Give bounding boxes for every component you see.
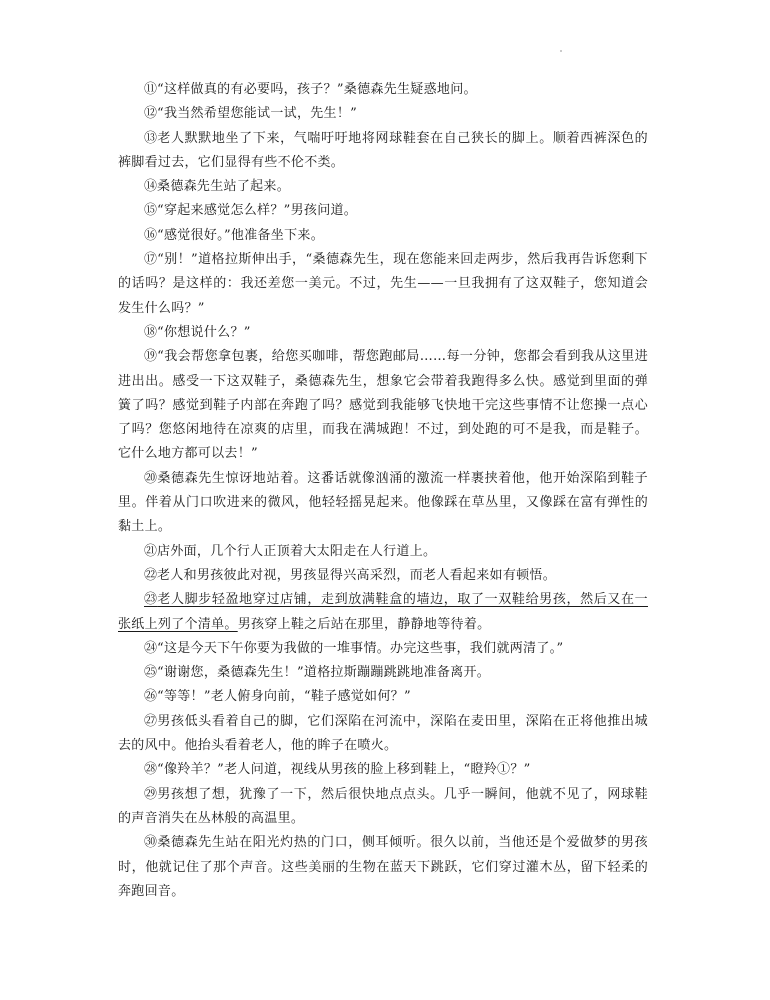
paragraph-number: ㉗ bbox=[144, 713, 158, 729]
paragraph-text: “谢谢您，桑德森先生！”道格拉斯蹦蹦跳跳地准备离开。 bbox=[157, 665, 491, 681]
paragraph-number: ㉑ bbox=[144, 543, 158, 559]
paragraph-text: “这样做真的有必要吗，孩子？”桑德森先生疑惑地问。 bbox=[157, 82, 477, 97]
paragraph-text: 男孩低头看着自己的脚，它们深陷在河流中，深陷在麦田里，深陷在正将他推出城去的风中。他抬头看着老人，他的眸子在喷火。 bbox=[118, 713, 648, 754]
paragraph-number: ⑫ bbox=[144, 106, 158, 122]
paragraph-number: ⑰ bbox=[144, 252, 158, 268]
paragraph-number: ⑲ bbox=[144, 349, 158, 365]
paragraph-14 bbox=[118, 175, 648, 199]
paragraph-text: “穿起来感觉怎么样？”男孩问道。 bbox=[157, 203, 358, 219]
paragraph-29 bbox=[118, 783, 648, 832]
paragraph-number: ⑭ bbox=[144, 179, 158, 195]
page-mark bbox=[560, 50, 562, 52]
paragraph-number: ㉕ bbox=[144, 665, 158, 681]
paragraph-25 bbox=[118, 661, 648, 685]
paragraph-20 bbox=[118, 467, 648, 540]
underlined-sentence: 老人脚步轻盈地穿过店铺，走到放满鞋盒的墙边，取了一双鞋给男孩，然后又在一张纸上列了个清单。 bbox=[118, 592, 648, 632]
paragraph-text: “我当然希望您能试一试，先生！” bbox=[157, 106, 358, 122]
paragraph-text: “感觉很好。”他准备坐下来。 bbox=[157, 227, 325, 243]
paragraph-28 bbox=[118, 758, 648, 782]
paragraph-12 bbox=[118, 102, 648, 126]
paragraph-18 bbox=[118, 321, 648, 345]
paragraph-text: “像羚羊？”老人问道，视线从男孩的脸上移到鞋上，“瞪羚①？” bbox=[157, 762, 531, 778]
paragraph-text: 老人默默地坐了下来，气喘吁吁地将网球鞋套在自己狭长的脚上。顺着西裤深色的裤脚看过去，它们显得有些不伦不类。 bbox=[118, 130, 648, 170]
paragraph-number: ㉒ bbox=[144, 567, 158, 583]
paragraph-number: ⑪ bbox=[144, 82, 158, 97]
paragraph-26 bbox=[118, 685, 648, 709]
paragraph-15 bbox=[118, 199, 648, 223]
paragraph-number: ㉔ bbox=[144, 640, 158, 656]
paragraph-13 bbox=[118, 127, 648, 176]
paragraph-22 bbox=[118, 564, 648, 588]
paragraph-23 bbox=[118, 588, 648, 637]
paragraph-text: “等等！”老人俯身向前，“鞋子感觉如何？” bbox=[157, 689, 411, 705]
paragraph-text: 男孩穿上鞋之后站在那里，静静地等待着。 bbox=[237, 616, 491, 632]
paragraph-11 bbox=[118, 78, 648, 102]
paragraph-24 bbox=[118, 637, 648, 661]
paragraph-number: ⑬ bbox=[144, 130, 158, 146]
paragraph-text: “这是今天下午你要为我做的一堆事情。办完这些事，我们就两清了。” bbox=[157, 640, 564, 656]
paragraph-number: ㉖ bbox=[144, 689, 158, 705]
paragraph-text: 店外面，几个行人正顶着大太阳走在人行道上。 bbox=[157, 543, 437, 559]
paragraph-16 bbox=[118, 224, 648, 248]
paragraph-text: 桑德森先生站在阳光灼热的门口，侧耳倾听。很久以前，当他还是个爱做梦的男孩时，他就记住了那个声音。这些美丽的生物在蓝天下跳跃，它们穿过灌木丛，留下轻柔的奔跑回音。 bbox=[118, 835, 648, 899]
paragraph-number: ㉘ bbox=[144, 762, 158, 778]
paragraph-text: 桑德森先生站了起来。 bbox=[157, 179, 291, 195]
paragraph-30 bbox=[118, 831, 648, 904]
paragraph-19 bbox=[118, 345, 648, 466]
paragraph-text: 男孩想了想，犹豫了一下，然后很快地点点头。几乎一瞬间，他就不见了，网球鞋的声音消失在丛林般的高温里。 bbox=[118, 786, 648, 826]
paragraph-text: “我会帮您拿包裹，给您买咖啡，帮您跑邮局……每一分钟，您都会看到我从这里进进出出。感受一下这双鞋子，桑德森先生，想象它会带着我跑得多么快。感觉到里面的弹簧了吗？感觉到鞋子内部在奔跑了吗？感觉到我能够飞快地干完这些事情不让您操一点心了吗？您悠闲地待在凉爽的店里，而我在满城跑！不过，到处跑的可不是我，而是鞋子。它什么地方都可以去！” bbox=[118, 349, 648, 462]
paragraph-number: ⑮ bbox=[144, 203, 158, 219]
paragraph-number: ㉓ bbox=[144, 592, 158, 608]
paragraph-text: “别！”道格拉斯伸出手，“桑德森先生，现在您能来回走两步，然后我再告诉您剩下的话吗？是这样的：我还差您一美元。不过，先生——一旦我拥有了这双鞋子，您知道会发生什么吗？” bbox=[118, 252, 648, 316]
paragraph-number: ⑯ bbox=[144, 227, 158, 243]
paragraph-text: 桑德森先生惊讶地站着。这番话就像汹涌的激流一样裹挟着他，他开始深陷到鞋子里。伴着从门口吹进来的微风，他轻轻摇晃起来。他像踩在草丛里，又像踩在富有弹性的黏土上。 bbox=[118, 470, 648, 535]
document-body bbox=[118, 78, 648, 904]
paragraph-21 bbox=[118, 540, 648, 564]
paragraph-27 bbox=[118, 710, 648, 759]
paragraph-number: ㉙ bbox=[144, 786, 158, 802]
paragraph-text: “你想说什么？” bbox=[157, 324, 251, 340]
paragraph-text: 老人和男孩彼此对视，男孩显得兴高采烈，而老人看起来如有顿悟。 bbox=[157, 567, 557, 583]
paragraph-number: ㉚ bbox=[144, 835, 158, 851]
paragraph-17 bbox=[118, 248, 648, 321]
paragraph-number: ⑱ bbox=[144, 324, 158, 340]
paragraph-number: ⑳ bbox=[144, 470, 158, 486]
